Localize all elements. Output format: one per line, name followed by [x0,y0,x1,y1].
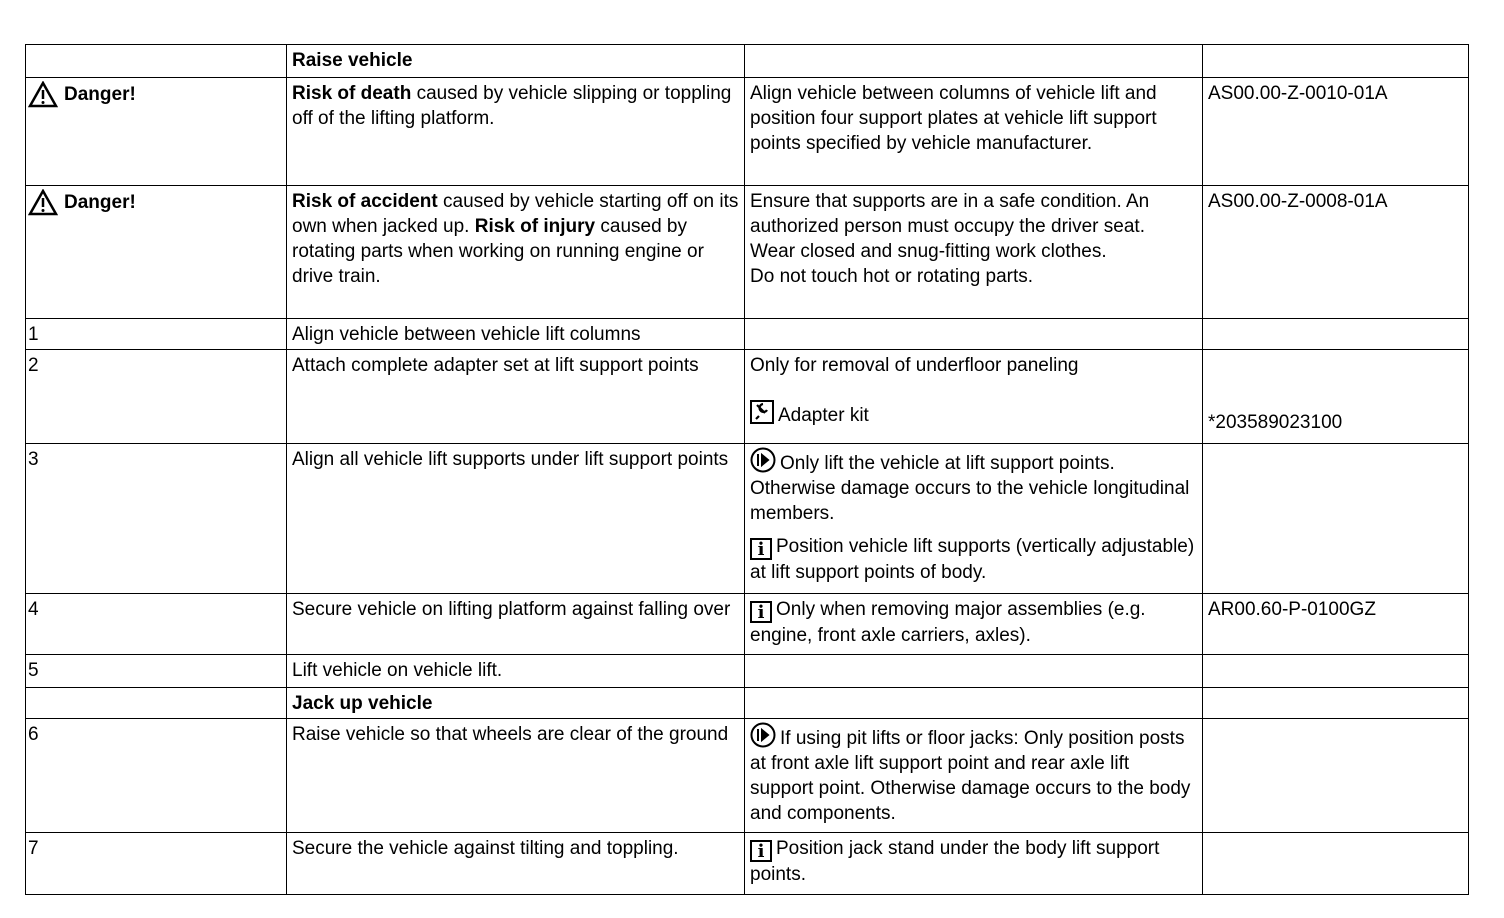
table-row [26,719,1469,833]
table-row [26,45,1469,78]
section-title: Raise vehicle [287,45,745,78]
step-number: 1 [26,319,287,350]
step-number: 4 [26,594,287,655]
table-row [26,186,1469,319]
danger-label: Danger! [28,81,136,108]
caution-note: If using pit lifts or floor jacks: Only position posts at front axle lift support point and rear axle lift support point. Otherwise damage occurs to the body and components. [745,719,1203,833]
warning-triangle-icon [28,81,58,108]
table-row [26,655,1469,688]
step-text: Raise vehicle so that wheels are clear of the ground [287,719,745,833]
table-row [26,688,1469,719]
table-row [26,594,1469,655]
procedure-table [25,44,1469,895]
info-icon: i [750,538,772,560]
caution-arrow-icon [750,447,776,473]
step-number: 2 [26,350,287,444]
step-number: 3 [26,444,287,594]
step-text: Secure vehicle on lifting platform against falling over [287,594,745,655]
step-text: Attach complete adapter set at lift support points [287,350,745,444]
table-row [26,444,1469,594]
info-note: i Only when removing major assemblies (e.g. engine, front axle carriers, axles). [745,594,1203,655]
step-text: Align vehicle between vehicle lift columns [287,319,745,350]
table-row [26,319,1469,350]
info-note: i Position jack stand under the body lift support points. [745,833,1203,895]
part-number: *203589023100 [1208,412,1343,433]
step-text: Align all vehicle lift supports under lift support points [287,444,745,594]
table-row [26,833,1469,895]
section-title: Jack up vehicle [287,688,745,719]
table-row [26,78,1469,186]
warning-triangle-icon [28,189,58,216]
info-icon: i [750,601,772,623]
tool-line: Adapter kit [750,400,1197,428]
document-reference: AS00.00-Z-0010-01A [1203,78,1469,186]
step-number: 6 [26,719,287,833]
step-text: Secure the vehicle against tilting and toppling. [287,833,745,895]
document-reference: AR00.60-P-0100GZ [1203,594,1469,655]
risk-text: Risk of accident caused by vehicle starting off on its own when jacked up. Risk of injury caused by rotating parts when working on running engine or drive train. [287,186,745,319]
step-number: 5 [26,655,287,688]
special-tool-icon [750,400,774,424]
info-note: i Position vehicle lift supports (vertically adjustable) at lift support points of body. [750,536,1195,583]
step-note: Only for removal of underfloor paneling [750,355,1079,376]
risk-text: Risk of death caused by vehicle slipping or toppling off of the lifting platform. [287,78,745,186]
measure-text: Align vehicle between columns of vehicle lift and position four support plates at vehicle lift support points specified by vehicle manufacturer. [745,78,1203,186]
document-reference: AS00.00-Z-0008-01A [1203,186,1469,319]
caution-note: Only lift the vehicle at lift support points. Otherwise damage occurs to the vehicle longitudinal members. [750,447,1197,526]
table-row [26,350,1469,444]
caution-arrow-icon [750,722,776,748]
info-icon: i [750,840,772,862]
step-text: Lift vehicle on vehicle lift. [287,655,745,688]
measure-text: Ensure that supports are in a safe condition. An authorized person must occupy the driver seat. Wear closed and snug-fitting work clothes. Do not touch hot or rotating parts. [745,186,1203,319]
danger-label: Danger! [28,189,136,216]
step-number: 7 [26,833,287,895]
